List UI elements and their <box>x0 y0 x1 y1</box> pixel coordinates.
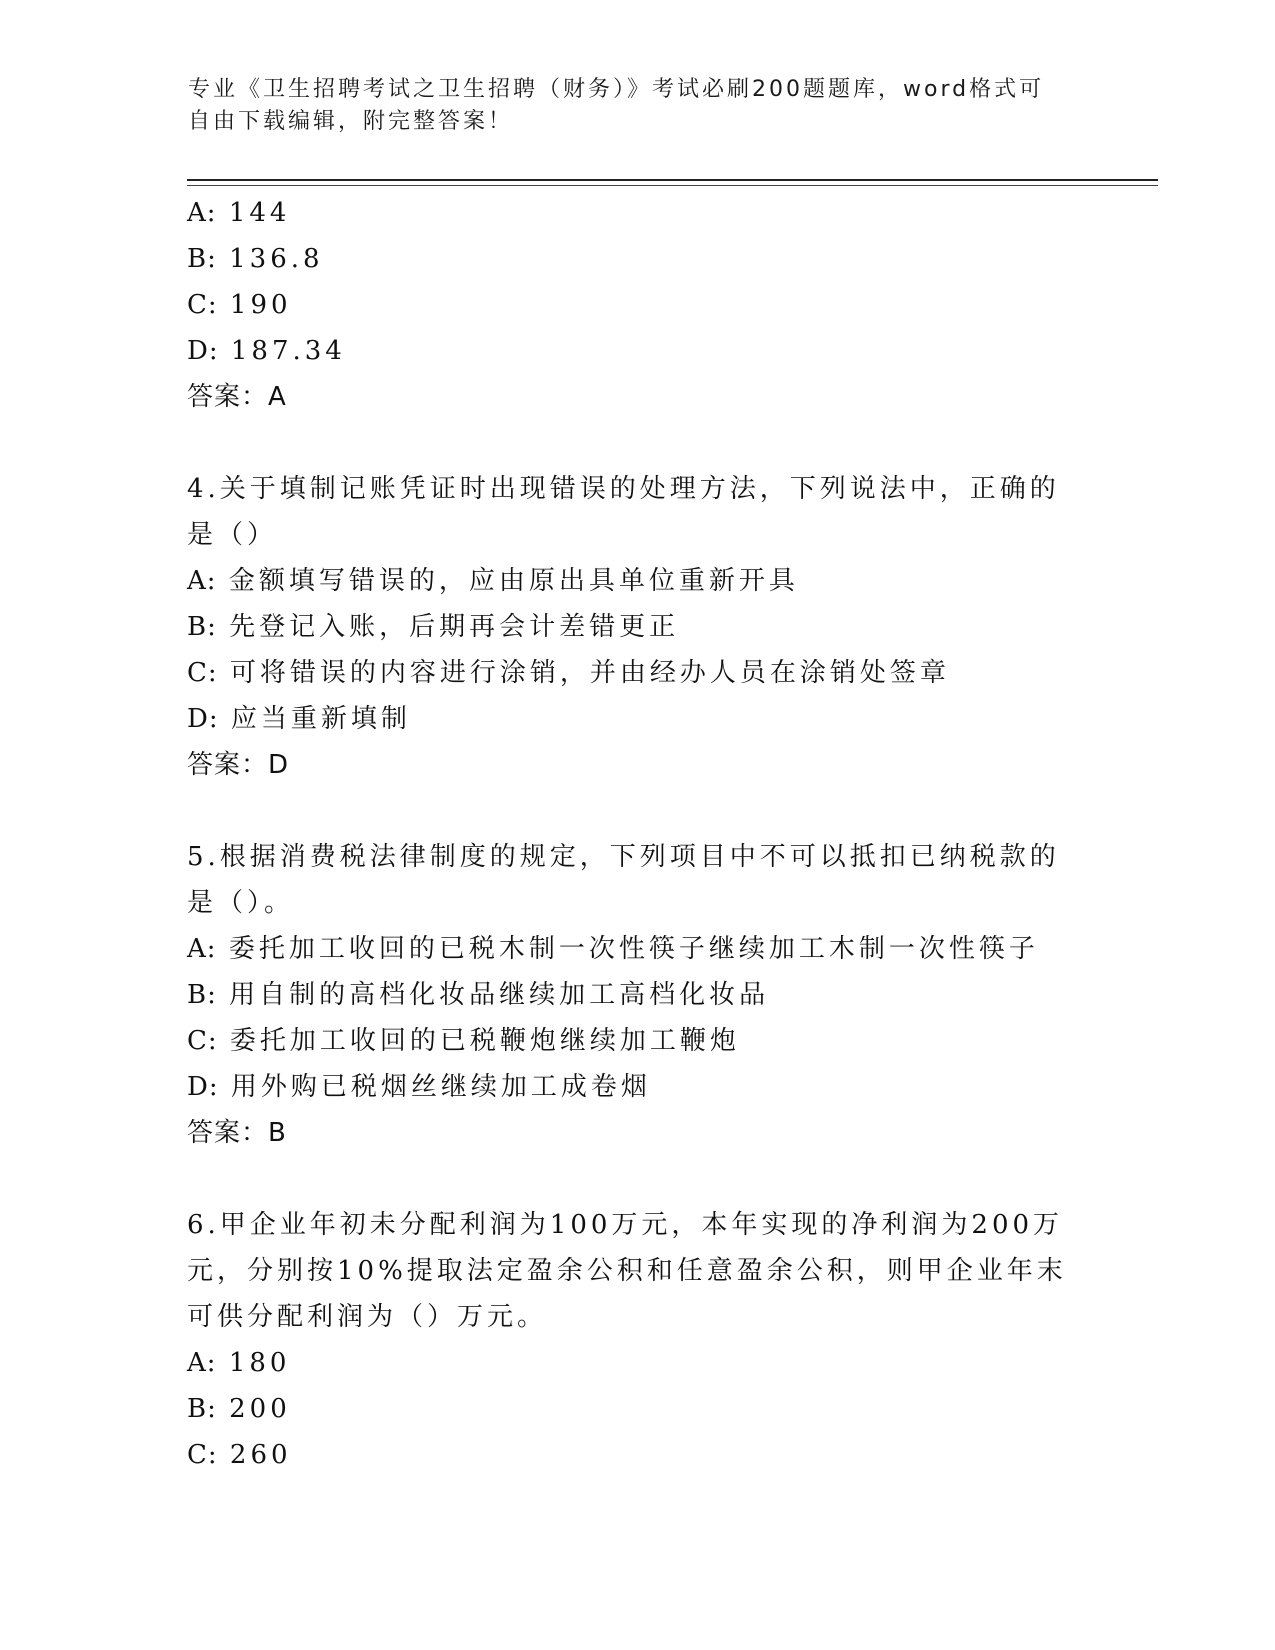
option-text: 用外购已税烟丝继续加工成卷烟 <box>230 1072 651 1102</box>
option-letter: A: <box>187 566 217 596</box>
option-text: 委托加工收回的已税鞭炮继续加工鞭炮 <box>229 1026 740 1056</box>
option-text: 委托加工收回的已税木制一次性筷子继续加工木制一次性筷子 <box>228 934 1039 964</box>
option-a <box>187 926 1087 972</box>
answer-line: 答案：A <box>187 382 287 412</box>
option-letter: B: <box>187 612 217 642</box>
question-text: 4.关于填制记账凭证时出现错误的处理方法，下列说法中，正确的是（） <box>187 474 1060 550</box>
option-letter: D: <box>187 704 219 734</box>
option-text: 190 <box>229 290 292 320</box>
option-letter: A: <box>187 934 217 964</box>
option-letter: C: <box>187 290 218 320</box>
option-text: 用自制的高档化妆品继续加工高档化妆品 <box>229 980 770 1010</box>
option-letter: D: <box>187 336 219 366</box>
option-b <box>187 972 1087 1018</box>
option-b <box>187 604 1087 650</box>
question-text: 6.甲企业年初未分配利润为100万元，本年实现的净利润为200万元，分别按10%提取法定盈余公积和任意盈余公积，则甲企业年末可供分配利润为（）万元。 <box>187 1210 1067 1332</box>
option-letter: B: <box>187 980 217 1010</box>
option-text: 先登记入账，后期再会计差错更正 <box>229 612 680 642</box>
option-d <box>187 1064 1087 1110</box>
option-text: 260 <box>229 1440 292 1470</box>
option-d <box>187 328 1087 374</box>
option-a <box>187 190 1087 236</box>
option-c <box>187 282 1087 328</box>
option-text: 180 <box>228 1348 291 1378</box>
option-letter: C: <box>187 658 218 688</box>
document-header: 专业《卫生招聘考试之卫生招聘（财务）》考试必刷200题题库，word格式可自由下载编辑，附完整答案！ <box>188 77 1045 134</box>
question-6-block <box>187 1202 1087 1478</box>
header-divider-thick <box>187 179 1158 181</box>
option-letter: B: <box>187 1394 217 1424</box>
option-text: 136.8 <box>229 244 324 274</box>
option-letter: D: <box>187 1072 219 1102</box>
option-c <box>187 1432 1087 1478</box>
option-text: 187.34 <box>230 336 346 366</box>
option-text: 144 <box>228 198 291 228</box>
option-b <box>187 1386 1087 1432</box>
option-text: 应当重新填制 <box>230 704 411 734</box>
option-c <box>187 650 1087 696</box>
option-letter: B: <box>187 244 217 274</box>
option-c <box>187 1018 1087 1064</box>
option-a <box>187 1340 1087 1386</box>
question-text: 5.根据消费税法律制度的规定，下列项目中不可以抵扣已纳税款的是（）。 <box>187 842 1060 918</box>
option-letter: C: <box>187 1440 218 1470</box>
option-text: 200 <box>229 1394 291 1424</box>
option-d <box>187 696 1087 742</box>
option-b <box>187 236 1087 282</box>
question-4-block <box>187 466 1087 788</box>
option-a <box>187 558 1087 604</box>
answer-line: 答案：B <box>187 1118 287 1148</box>
option-letter: A: <box>187 1348 217 1378</box>
option-letter: A: <box>187 198 217 228</box>
question-5-block <box>187 834 1087 1156</box>
header-divider-thin <box>187 185 1158 186</box>
option-text: 金额填写错误的，应由原出具单位重新开具 <box>228 566 799 596</box>
option-text: 可将错误的内容进行涂销，并由经办人员在涂销处签章 <box>229 658 950 688</box>
answer-line: 答案：D <box>187 750 290 780</box>
option-letter: C: <box>187 1026 218 1056</box>
question-3-block <box>187 190 1087 420</box>
document-body <box>187 190 1087 1478</box>
